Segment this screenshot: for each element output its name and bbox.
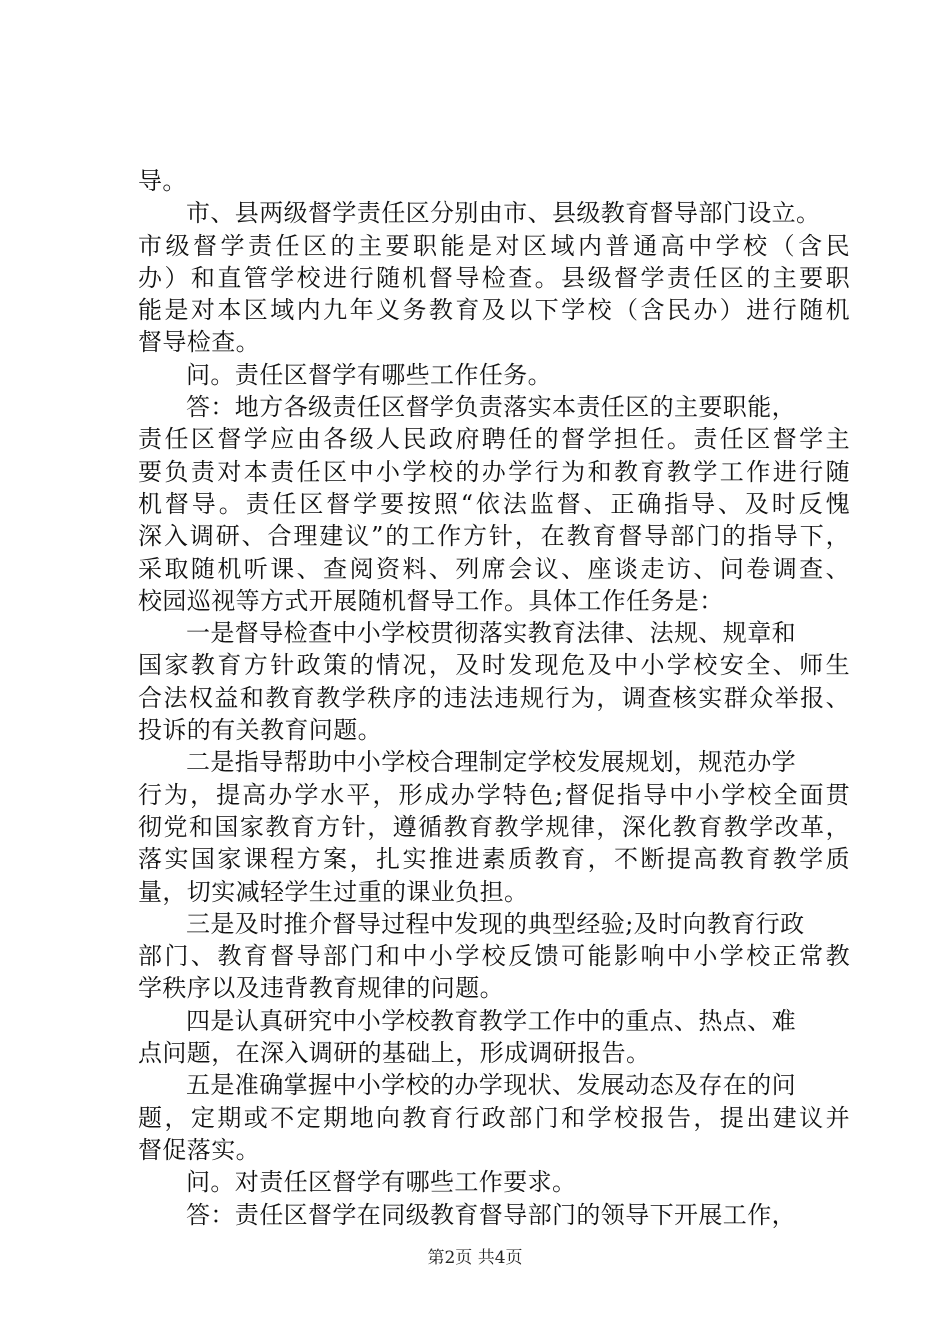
text-line: 量，切实减轻学生过重的课业负担。 — [138, 877, 529, 906]
text-line: 校园巡视等方式开展随机督导工作。具体工作任务是： — [138, 586, 724, 615]
text-line: 机督导。责任区督学要按照“依法监督、正确指导、及时反愧 — [138, 489, 850, 518]
text-line: 督导检查。 — [138, 328, 260, 357]
text-line: 国家教育方针政策的情况，及时发现危及中小学校安全、师生 — [138, 651, 850, 680]
text-line: 市级督学责任区的主要职能是对区域内普通高中学校（含民 — [138, 231, 850, 260]
text-line: 导。 — [138, 167, 187, 195]
text-line: 题，定期或不定期地向教育行政部门和学校报告，提出建议并 — [138, 1103, 850, 1132]
text-line: 督促落实。 — [138, 1135, 260, 1164]
text-line: 彻党和国家教育方针，遵循教育教学规律，深化教育教学改革， — [138, 812, 850, 841]
text-line: 学秩序以及违背教育规律的问题。 — [138, 974, 504, 1003]
text-line: 采取随机听课、查阅资料、列席会议、座谈走访、问卷调查、 — [138, 554, 850, 583]
text-line: 行为，提高办学水平，形成办学特色;督促指导中小学校全面贯 — [138, 780, 850, 809]
text-line: 问。对责任区督学有哪些工作要求。 — [186, 1168, 577, 1197]
text-line: 要负责对本责任区中小学校的办学行为和教育教学工作进行随 — [138, 457, 850, 486]
text-line: 二是指导帮助中小学校合理制定学校发展规划，规范办学 — [186, 748, 796, 777]
text-line: 点问题，在深入调研的基础上，形成调研报告。 — [138, 1039, 651, 1068]
text-line: 办）和直管学校进行随机督导检查。县级督学责任区的主要职 — [138, 263, 850, 292]
text-line: 落实国家课程方案，扎实推进素质教育，不断提高教育教学质 — [138, 845, 850, 874]
text-line: 问。责任区督学有哪些工作任务。 — [186, 360, 552, 389]
text-line: 投诉的有关教育问题。 — [138, 716, 382, 745]
text-line: 合法权益和教育教学秩序的违法违规行为，调查核实群众举报、 — [138, 683, 850, 712]
text-line: 深入调研、合理建议”的工作方针，在教育督导部门的指导下， — [138, 522, 850, 551]
text-line: 能是对本区域内九年义务教育及以下学校（含民办）进行随机 — [138, 296, 850, 325]
page-number-footer: 第2页 共4页 — [427, 1248, 523, 1268]
text-line: 答：地方各级责任区督学负责落实本责任区的主要职能， — [186, 393, 796, 422]
document-body — [138, 165, 850, 1231]
text-line: 一是督导检查中小学校贯彻落实教育法律、法规、规章和 — [186, 619, 796, 648]
text-line: 答：责任区督学在同级教育督导部门的领导下开展工作， — [186, 1200, 796, 1229]
text-line: 三是及时推介督导过程中发现的典型经验;及时向教育行政 — [186, 909, 805, 938]
text-line: 部门、教育督导部门和中小学校反馈可能影响中小学校正常教 — [138, 942, 850, 971]
text-line: 四是认真研究中小学校教育教学工作中的重点、热点、难 — [186, 1006, 796, 1035]
text-line: 责任区督学应由各级人民政府聘任的督学担任。责任区督学主 — [138, 425, 850, 454]
text-line: 市、县两级督学责任区分别由市、县级教育督导部门设立。 — [186, 199, 821, 228]
text-line: 五是准确掌握中小学校的办学现状、发展动态及存在的问 — [186, 1071, 796, 1100]
